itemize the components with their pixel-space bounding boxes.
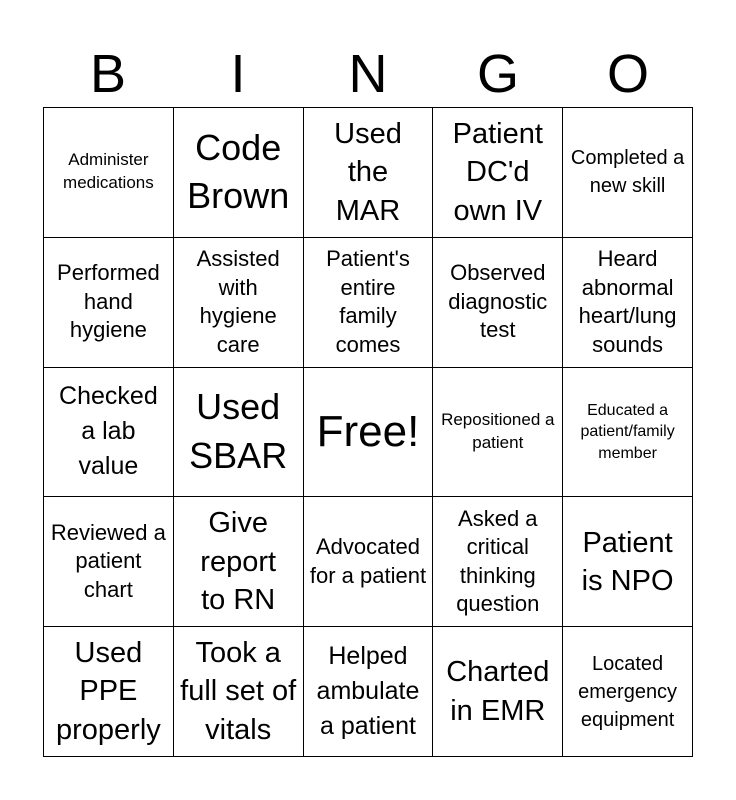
bingo-cell-r3c3-free[interactable] — [304, 368, 434, 498]
bingo-cell-r5c3[interactable] — [304, 627, 434, 757]
bingo-cell-r1c2[interactable] — [174, 108, 304, 238]
header-letter-n: N — [348, 44, 388, 104]
bingo-cell-r4c4[interactable] — [433, 497, 563, 627]
bingo-board — [43, 107, 693, 757]
bingo-cell-r1c5[interactable] — [563, 108, 693, 238]
bingo-cell-r3c1[interactable] — [44, 368, 174, 498]
bingo-cell-r2c1[interactable] — [44, 238, 174, 368]
bingo-cell-r1c3[interactable] — [304, 108, 434, 238]
bingo-header — [43, 40, 693, 108]
bingo-cell-r5c1[interactable] — [44, 627, 174, 757]
free-space-label: Free! — [316, 406, 420, 456]
cell-label: Heard abnormal heart/lung sounds — [578, 246, 677, 357]
bingo-cell-r5c2[interactable] — [174, 627, 304, 757]
header-letter-o: O — [606, 44, 649, 104]
bingo-cell-r1c1[interactable] — [44, 108, 174, 238]
bingo-cell-r2c2[interactable] — [174, 238, 304, 368]
bingo-cell-r4c2[interactable] — [174, 497, 304, 627]
cell-label: Repositioned a patient — [441, 410, 555, 452]
bingo-cell-r2c4[interactable] — [433, 238, 563, 368]
cell-label: Administer medications — [63, 150, 154, 193]
bingo-cell-r3c4[interactable] — [433, 368, 563, 498]
cell-label: Patient DC'd own IV — [452, 118, 543, 227]
cell-label: Advocated for a patient — [309, 534, 427, 588]
cell-label: Used SBAR — [189, 386, 288, 476]
cell-label: Code Brown — [187, 126, 290, 217]
bingo-cell-r4c1[interactable] — [44, 497, 174, 627]
bingo-cell-r2c5[interactable] — [563, 238, 693, 368]
cell-label: Took a full set of vitals — [180, 637, 297, 746]
header-letter-g: G — [476, 44, 519, 104]
cell-label: Checked a lab value — [59, 382, 158, 481]
cell-label: Assisted with hygiene care — [196, 246, 280, 357]
header-letter-b: B — [89, 44, 127, 104]
bingo-cell-r5c5[interactable] — [563, 627, 693, 757]
cell-label: Completed a new skill — [570, 147, 685, 198]
cell-label: Patient is NPO — [581, 526, 674, 597]
bingo-cell-r3c5[interactable] — [563, 368, 693, 498]
cell-label: Give report to RN — [200, 507, 277, 616]
bingo-cell-r4c5[interactable] — [563, 497, 693, 627]
cell-label: Charted in EMR — [446, 656, 550, 727]
bingo-cell-r2c3[interactable] — [304, 238, 434, 368]
bingo-cell-r4c3[interactable] — [304, 497, 434, 627]
cell-label: Located emergency equipment — [578, 652, 678, 731]
header-letter-i: I — [230, 44, 246, 104]
cell-label: Patient's entire family comes — [326, 246, 410, 357]
cell-label: Used PPE properly — [56, 637, 161, 746]
bingo-cell-r3c2[interactable] — [174, 368, 304, 498]
cell-label: Helped ambulate a patient — [316, 642, 420, 741]
bingo-cell-r5c4[interactable] — [433, 627, 563, 757]
cell-label: Reviewed a patient chart — [50, 519, 166, 603]
cell-label: Educated a patient/family member — [580, 401, 675, 462]
cell-label: Performed hand hygiene — [57, 260, 160, 343]
cell-label: Used the MAR — [334, 118, 402, 227]
bingo-cell-r1c4[interactable] — [433, 108, 563, 238]
cell-label: Asked a critical thinking question — [456, 505, 540, 617]
cell-label: Observed diagnostic test — [448, 260, 548, 343]
